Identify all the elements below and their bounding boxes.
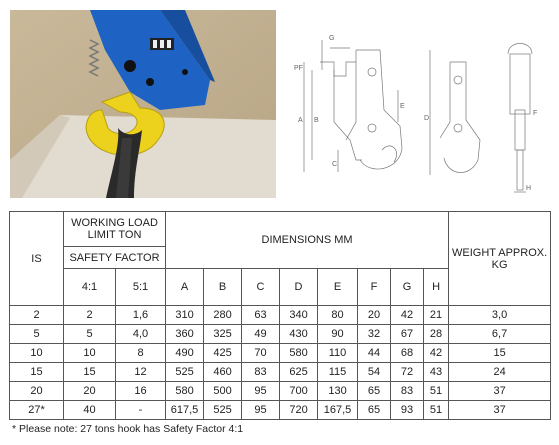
table-cell: 21: [424, 306, 449, 325]
table-cell: 15: [449, 344, 551, 363]
table-cell: 12: [116, 363, 166, 382]
dim-label-a: A: [298, 117, 303, 124]
dim-label-d: D: [424, 115, 430, 122]
table-cell: 617,5: [166, 401, 204, 420]
table-cell: 425: [204, 344, 242, 363]
table-cell: 490: [166, 344, 204, 363]
table-cell: 67: [391, 325, 424, 344]
sf-header: SAFETY FACTOR: [64, 247, 166, 269]
dim-col-c: C: [242, 269, 280, 306]
dimensions-header: DIMENSIONS MM: [166, 212, 449, 269]
wll-header: WORKING LOAD LIMIT TON: [64, 212, 166, 247]
table-cell: 51: [424, 401, 449, 420]
dim-col-h: H: [424, 269, 449, 306]
table-cell: 20: [358, 306, 391, 325]
table-cell: 700: [280, 382, 318, 401]
table-row: [10, 344, 551, 363]
table-cell: 70: [242, 344, 280, 363]
table-cell: 93: [391, 401, 424, 420]
is-header: IS: [10, 212, 64, 306]
table-cell: 625: [280, 363, 318, 382]
table-cell: -: [116, 401, 166, 420]
table-cell: 95: [242, 401, 280, 420]
table-cell: 15: [64, 363, 116, 382]
table-row: [10, 401, 551, 420]
table-cell: 280: [204, 306, 242, 325]
table-cell: 8: [116, 344, 166, 363]
table-cell: 40: [64, 401, 116, 420]
table-cell: 65: [358, 401, 391, 420]
dim-label-f: F: [533, 110, 538, 117]
table-cell: 130: [318, 382, 358, 401]
table-cell: 5: [64, 325, 116, 344]
table-cell: 430: [280, 325, 318, 344]
dim-label-pf: PF: [294, 65, 303, 72]
table-cell: 2: [10, 306, 64, 325]
table-cell: 42: [424, 344, 449, 363]
table-cell: 460: [204, 363, 242, 382]
table-cell: 20: [10, 382, 64, 401]
table-cell: 20: [64, 382, 116, 401]
table-cell: 15: [10, 363, 64, 382]
table-cell: 325: [204, 325, 242, 344]
table-row: [10, 306, 551, 325]
table-cell: 580: [166, 382, 204, 401]
spec-table: [9, 211, 551, 420]
table-cell: 27*: [10, 401, 64, 420]
table-cell: 720: [280, 401, 318, 420]
table-cell: 49: [242, 325, 280, 344]
table-cell: 2: [64, 306, 116, 325]
table-cell: 83: [391, 382, 424, 401]
table-cell: 167,5: [318, 401, 358, 420]
table-cell: 51: [424, 382, 449, 401]
table-cell: 43: [424, 363, 449, 382]
table-cell: 16: [116, 382, 166, 401]
table-cell: 500: [204, 382, 242, 401]
dim-col-a: A: [166, 269, 204, 306]
table-cell: 580: [280, 344, 318, 363]
dim-col-e: E: [318, 269, 358, 306]
table-cell: 10: [64, 344, 116, 363]
table-cell: 525: [166, 363, 204, 382]
sf-col-5-1: 5:1: [116, 269, 166, 306]
table-cell: 83: [242, 363, 280, 382]
table-cell: 32: [358, 325, 391, 344]
table-row: [10, 382, 551, 401]
dim-col-g: G: [391, 269, 424, 306]
table-cell: 110: [318, 344, 358, 363]
table-cell: 72: [391, 363, 424, 382]
dim-col-d: D: [280, 269, 318, 306]
table-cell: 3,0: [449, 306, 551, 325]
footnote: * Please note: 27 tons hook has Safety Factor 4:1: [12, 423, 244, 435]
table-cell: 54: [358, 363, 391, 382]
dim-label-c: C: [332, 161, 338, 168]
table-cell: 80: [318, 306, 358, 325]
technical-drawing: [290, 10, 552, 198]
table-row: [10, 325, 551, 344]
table-cell: 4,0: [116, 325, 166, 344]
table-cell: 5: [10, 325, 64, 344]
dim-col-b: B: [204, 269, 242, 306]
dim-label-b: B: [314, 117, 319, 124]
table-cell: 37: [449, 401, 551, 420]
table-cell: 63: [242, 306, 280, 325]
table-cell: 28: [424, 325, 449, 344]
table-cell: 6,7: [449, 325, 551, 344]
table-cell: 37: [449, 382, 551, 401]
table-cell: 44: [358, 344, 391, 363]
table-cell: 10: [10, 344, 64, 363]
dim-label-h: H: [526, 185, 532, 192]
table-cell: 525: [204, 401, 242, 420]
table-cell: 65: [358, 382, 391, 401]
table-cell: 1,6: [116, 306, 166, 325]
table-cell: 310: [166, 306, 204, 325]
table-cell: 95: [242, 382, 280, 401]
product-photo: [10, 10, 276, 198]
dim-col-f: F: [358, 269, 391, 306]
table-row: [10, 363, 551, 382]
dim-label-g: G: [329, 35, 335, 42]
dim-label-e: E: [400, 103, 405, 110]
table-cell: 360: [166, 325, 204, 344]
table-cell: 340: [280, 306, 318, 325]
table-cell: 68: [391, 344, 424, 363]
table-cell: 90: [318, 325, 358, 344]
table-cell: 42: [391, 306, 424, 325]
sf-col-4-1: 4:1: [64, 269, 116, 306]
weight-header: WEIGHT APPROX. KG: [449, 212, 551, 306]
table-cell: 24: [449, 363, 551, 382]
table-cell: 115: [318, 363, 358, 382]
